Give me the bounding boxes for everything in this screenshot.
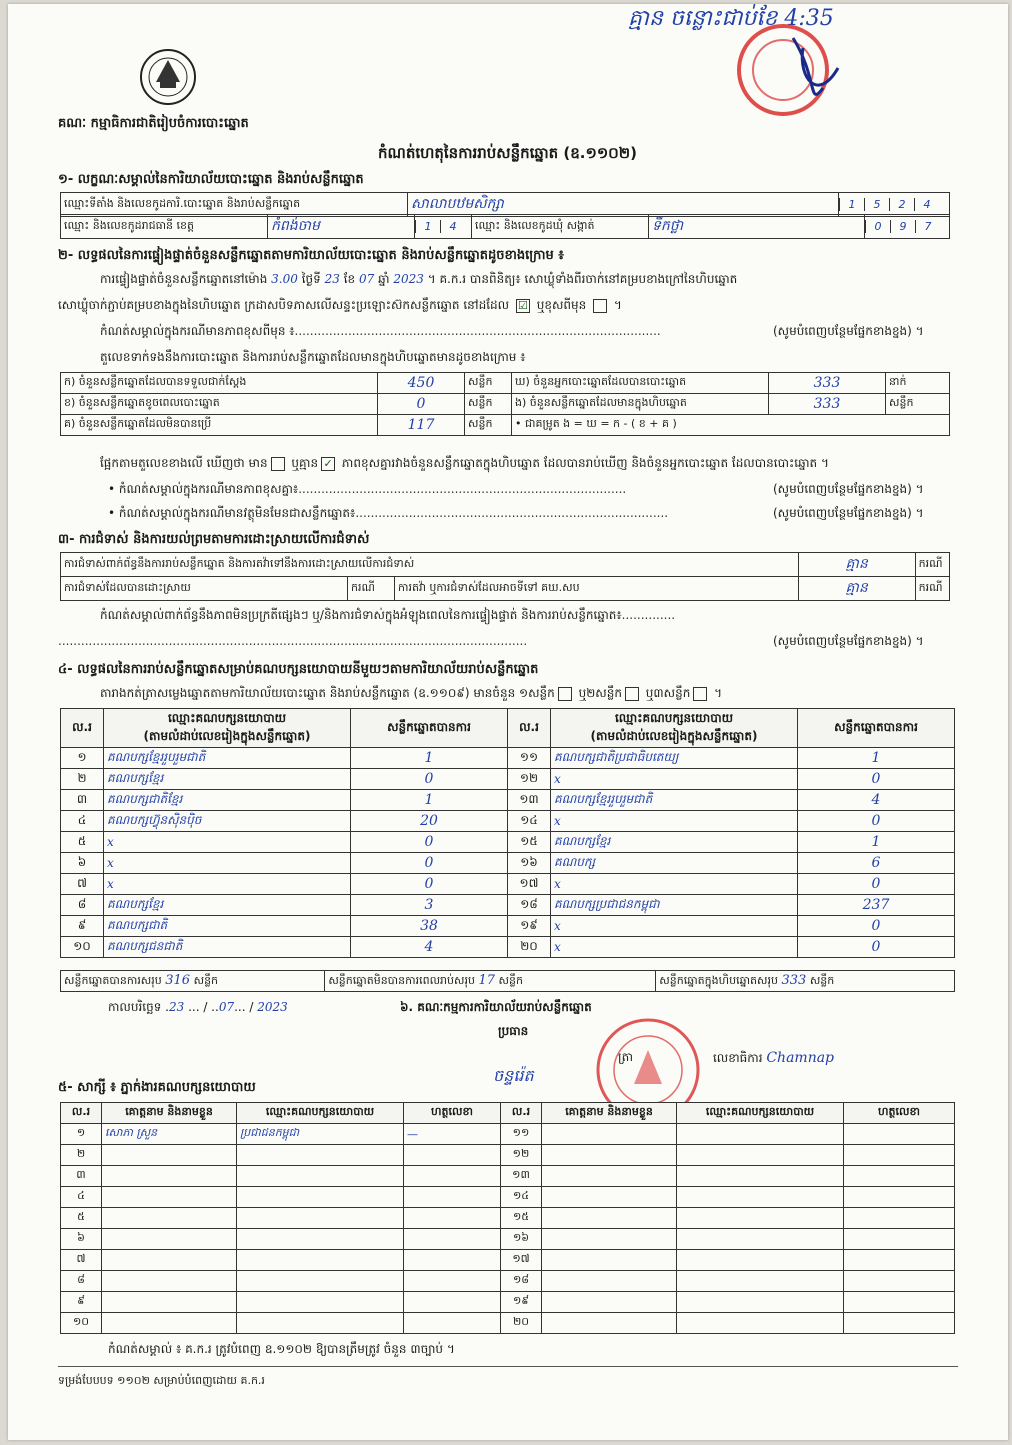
party-number: ៣ bbox=[61, 790, 104, 811]
party-votes: 1 bbox=[351, 790, 508, 811]
party-name: គណបក្សជនជាតិ bbox=[104, 937, 351, 958]
s1-row2-code-b: 0 9 7 bbox=[865, 215, 950, 239]
s2-diff-checkbox[interactable] bbox=[593, 299, 607, 313]
witness-signature[interactable] bbox=[844, 1271, 955, 1292]
witness-signature[interactable] bbox=[404, 1292, 501, 1313]
total-valid: 316 bbox=[165, 972, 191, 988]
witness-number: ១៨ bbox=[501, 1271, 542, 1292]
header-handwriting: គ្មាន ចន្លោះជាប់ខែ 4:35 bbox=[628, 6, 834, 31]
witness-number: ៦ bbox=[61, 1229, 102, 1250]
witness-number: ១៧ bbox=[501, 1250, 542, 1271]
party-name: គណបក្សខ្មែរ bbox=[551, 832, 798, 853]
witness-signature[interactable] bbox=[844, 1166, 955, 1187]
witness-party[interactable] bbox=[677, 1313, 844, 1334]
s2-bullet1-fill: (សូមបំពេញបន្ថែមផ្នែកខាងខ្នង) ។ bbox=[773, 482, 924, 496]
witness-number: ២០ bbox=[501, 1313, 542, 1334]
witness-name[interactable]: សោភា ស្រួន bbox=[102, 1124, 237, 1145]
section1-table-b bbox=[60, 214, 950, 239]
party-number: ១៨ bbox=[508, 895, 551, 916]
witness-name[interactable] bbox=[542, 1124, 677, 1145]
s2-day: 23 bbox=[324, 272, 340, 286]
deputy-label: ត្រា bbox=[618, 1050, 633, 1064]
party-votes: 38 bbox=[351, 916, 508, 937]
party-votes: 0 bbox=[798, 937, 955, 958]
party-name: គណបក្សប្រជាជនកម្ពុជា bbox=[551, 895, 798, 916]
party-number: ៤ bbox=[61, 811, 104, 832]
witness-number: ១៦ bbox=[501, 1229, 542, 1250]
witness-row bbox=[61, 1187, 955, 1208]
party-votes: 0 bbox=[351, 832, 508, 853]
org-name: គណៈ កម្មាធិការជាតិរៀបចំការបោះឆ្នោត bbox=[58, 116, 249, 131]
s2-month: 07 bbox=[358, 272, 375, 286]
party-votes: 0 bbox=[798, 874, 955, 895]
party-number: ៩ bbox=[61, 916, 104, 937]
section1-title: ១- លក្ខណៈសម្គាល់នៃការិយាល័យបោះឆ្នោត និងរាប់សន្លឹកឆ្នោត bbox=[58, 172, 364, 187]
s1-row2-value-b: ទឹកថ្លា bbox=[649, 215, 865, 239]
party-name: គណបក្សខ្មែរ bbox=[104, 895, 351, 916]
party-name: គណបក្សខ្មែររួបរួមជាតិ bbox=[551, 790, 798, 811]
party-votes: 3 bbox=[351, 895, 508, 916]
party-number: ៧ bbox=[61, 874, 104, 895]
s2-seal-line: សោឃ្លុំចាក់ភ្ជាប់គម្របខាងក្នុងនៃហិបឆ្នោត ក្រដាសបិទភាសលើសន្ទះប្រឡោះស៊កសន្លឹកឆ្នោត នៅដដែល ☑ ឬខុសពីមុន ។ bbox=[58, 298, 622, 312]
s2-note-fill: (សូមបំពេញបន្ថែមផ្នែកខាងខ្នង) ។ bbox=[773, 324, 924, 338]
witness-number: ១២ bbox=[501, 1145, 542, 1166]
s2-note-line: កំណត់សម្គាល់ក្នុងករណីមានភាពខុសពីមុន ៖................................................................................................ bbox=[100, 324, 661, 338]
party-votes: 1 bbox=[798, 832, 955, 853]
s4-committee: ៦. គណៈកម្មការការិយាល័យរាប់សន្លឹកឆ្នោត bbox=[400, 1000, 592, 1014]
witness-name[interactable] bbox=[102, 1292, 237, 1313]
witness-number: ១៩ bbox=[501, 1292, 542, 1313]
party-name: x bbox=[551, 769, 798, 790]
total-invalid: 17 bbox=[478, 972, 496, 988]
witness-party[interactable] bbox=[677, 1145, 844, 1166]
party-votes: 20 bbox=[351, 811, 508, 832]
nec-emblem bbox=[138, 46, 198, 108]
party-number: ២០ bbox=[508, 937, 551, 958]
party-votes: 237 bbox=[798, 895, 955, 916]
s1-row2-value: កំពង់ចាម bbox=[268, 215, 415, 239]
s2-same-checkbox[interactable]: ☑ bbox=[516, 299, 530, 313]
party-votes: 0 bbox=[798, 811, 955, 832]
party-votes: 1 bbox=[798, 748, 955, 769]
witness-signature[interactable] bbox=[404, 1271, 501, 1292]
witness-name[interactable] bbox=[102, 1313, 237, 1334]
witness-row bbox=[61, 1250, 955, 1271]
witness-signature[interactable] bbox=[844, 1229, 955, 1250]
form-code: ទម្រង់បែបបទ ១១០២ សម្រាប់បំពេញដោយ គ.ក.រ bbox=[58, 1374, 265, 1387]
party-result-row bbox=[61, 895, 955, 916]
s1-row1-value: សាលាបឋមសិក្សា bbox=[408, 193, 839, 217]
party-result-row bbox=[61, 790, 955, 811]
s3-note-fill: (សូមបំពេញបន្ថែមផ្នែកខាងខ្នង) ។ bbox=[773, 634, 924, 648]
party-number: ៥ bbox=[61, 832, 104, 853]
party-name: x bbox=[104, 874, 351, 895]
two-sheet-checkbox[interactable] bbox=[625, 687, 639, 701]
s2-hour: 3.00 bbox=[271, 272, 298, 286]
witness-party[interactable] bbox=[237, 1229, 404, 1250]
party-name: x bbox=[104, 832, 351, 853]
witness-party[interactable] bbox=[677, 1187, 844, 1208]
official-stamp-top bbox=[723, 18, 853, 118]
party-name: គណបក្សជាតិប្រជាធិបតេយ្យ bbox=[551, 748, 798, 769]
witness-party[interactable] bbox=[677, 1124, 844, 1145]
witness-signature[interactable] bbox=[404, 1250, 501, 1271]
witness-name[interactable] bbox=[542, 1313, 677, 1334]
appeals-count: គ្មាន bbox=[798, 577, 915, 601]
witness-signature[interactable] bbox=[404, 1187, 501, 1208]
s2-figures-intro: តួលេខទាក់ទងនឹងការបោះឆ្នោត និងការរាប់សន្លឹកឆ្នោតដែលមានក្នុងហិបឆ្នោតមានដូចខាងក្រោម ៖ bbox=[100, 350, 526, 364]
unused-ballots: 117 bbox=[378, 415, 465, 436]
witness-row bbox=[61, 1292, 955, 1313]
witness-number: ១៤ bbox=[501, 1187, 542, 1208]
party-number: ១២ bbox=[508, 769, 551, 790]
chief-label: ប្រធាន bbox=[498, 1024, 529, 1038]
witness-party[interactable] bbox=[237, 1292, 404, 1313]
party-result-row bbox=[61, 769, 955, 790]
witness-signature[interactable] bbox=[844, 1313, 955, 1334]
s5-footnote: កំណត់សម្គាល់ ៖ គ.ក.រ ត្រូវបំពេញ ឧ.១១០២ ឱ្យបានត្រឹមត្រូវ ចំនួន ៣ច្បាប់ ។ bbox=[108, 1342, 455, 1356]
witness-number: ២ bbox=[61, 1145, 102, 1166]
party-name: x bbox=[551, 937, 798, 958]
witness-name[interactable] bbox=[542, 1271, 677, 1292]
one-sheet-checkbox[interactable] bbox=[558, 687, 572, 701]
party-votes: 0 bbox=[798, 769, 955, 790]
s2-bullet2: • កំណត់សម្គាល់ក្នុងករណីមានវត្ថុមិនមែនជាសន្លឹកឆ្នោត៖.................................................................................. bbox=[108, 506, 669, 520]
s3-note: កំណត់សម្គាល់ពាក់ព័ន្ធនឹងភាពមិនប្រក្រតីផ្សេងៗ ឬ/និងការជំទាស់ក្នុងអំឡុងពេលនៃការផ្ទៀងផ្ទាត់ និងការរាប់សន្លឹកឆ្នោត៖.............. bbox=[100, 608, 676, 622]
party-number: ៦ bbox=[61, 853, 104, 874]
witness-number: ៧ bbox=[61, 1250, 102, 1271]
witness-signature[interactable] bbox=[844, 1145, 955, 1166]
witness-party[interactable] bbox=[237, 1145, 404, 1166]
witness-party[interactable] bbox=[237, 1166, 404, 1187]
document-page bbox=[8, 4, 1008, 1440]
witness-number: ១៥ bbox=[501, 1208, 542, 1229]
witness-number: ៥ bbox=[61, 1208, 102, 1229]
witness-number: ៤ bbox=[61, 1187, 102, 1208]
party-votes: 1 bbox=[351, 748, 508, 769]
witness-name[interactable] bbox=[102, 1250, 237, 1271]
party-name: x bbox=[551, 916, 798, 937]
witness-name[interactable] bbox=[542, 1229, 677, 1250]
witness-signature[interactable] bbox=[404, 1229, 501, 1250]
party-name: គណបក្សខ្មែរ bbox=[104, 769, 351, 790]
s2-bullet1: • កំណត់សម្គាល់ក្នុងករណីមានភាពខុសគ្នា៖...................................................................................... bbox=[108, 482, 627, 496]
s1-row1-code: 1 5 2 4 bbox=[839, 193, 950, 217]
witness-row bbox=[61, 1313, 955, 1334]
total-in-box: 333 bbox=[781, 972, 807, 988]
received-ballots: 450 bbox=[378, 373, 465, 394]
party-number: ១៦ bbox=[508, 853, 551, 874]
witness-name[interactable] bbox=[542, 1187, 677, 1208]
witness-row bbox=[61, 1271, 955, 1292]
s1-row2-label: ឈ្មោះ និងលេខកូដរាជធានី ខេត្ត bbox=[61, 215, 268, 239]
party-votes: 0 bbox=[351, 853, 508, 874]
witness-row bbox=[61, 1145, 955, 1166]
section5-title: ៥- សាក្សី ៖ ភ្នាក់ងារគណបក្សនយោបាយ bbox=[58, 1080, 256, 1095]
party-result-row bbox=[61, 811, 955, 832]
witness-party[interactable] bbox=[237, 1250, 404, 1271]
secretary-label: លេខាធិការ Chamnap bbox=[713, 1050, 835, 1066]
witness-party[interactable] bbox=[677, 1166, 844, 1187]
chief-signature: ចន្ទរ៉េត bbox=[493, 1066, 534, 1085]
witness-name[interactable] bbox=[102, 1208, 237, 1229]
witness-row bbox=[61, 1229, 955, 1250]
witness-signature[interactable] bbox=[844, 1208, 955, 1229]
witness-name[interactable] bbox=[542, 1166, 677, 1187]
party-name: គណបក្សជាតិ bbox=[104, 916, 351, 937]
party-number: ១៩ bbox=[508, 916, 551, 937]
party-votes: 6 bbox=[798, 853, 955, 874]
witness-party[interactable] bbox=[237, 1208, 404, 1229]
witness-number: ១០ bbox=[61, 1313, 102, 1334]
s3-table: ការជំទាស់ពាក់ព័ន្ធនឹងការរាប់សន្លឹកឆ្នោត និងការតវ៉ាទៅនឹងការដោះស្រាយលើការជំទាស់ គ្មាន ករណី ការជំទាស់ដែលបានដោះស្រាយ ករណី ការតវ៉ា ឬការជំទាស់ដែលអាចទីទៅ គឃ.សប គ្មាន ករណី bbox=[60, 552, 950, 601]
discrepancy-yes-checkbox[interactable] bbox=[271, 457, 285, 471]
s4-results-table: ល.រ ឈ្មោះគណបក្សនយោបាយ (តាមលំដាប់លេខរៀងក្នុងសន្លឹកឆ្នោត) សន្លឹកឆ្នោតបានការ ល.រ ឈ្មោះគណបក្សនយោបាយ (តាមលំដាប់លេខរៀងក្នុងសន្លឹកឆ្នោត) សន្លឹកឆ្នោតបានការ ១ គណបក្សខ្មែររួបរួមជាតិ 1 ១១ គណបក្សជាតិប្រជាធិបតេយ្យ 1 ២ គណបក្សខ្មែរ 0 ១២ x 0 ៣ គណបក្សជាតិខ្មែរ 1 ១៣ គណបក្សខ្មែររួបរួមជាតិ 4 ៤ គណបក្សហ៊្វុនស៊ិនប៉ិច 20 ១៤ x 0 ៥ x 0 ១៥ គណបក្សខ្មែរ 1 ៦ x 0 ១៦ គណបក្ស 6 ៧ x 0 ១៧ x 0 ៨ គណបក្សខ្មែរ 3 ១៨ គណបក្សប្រជាជនកម្ពុជា 237 ៩ គណបក្សជាតិ 38 ១៩ x 0 ១០ គណបក្សជនជាតិ 4 ២០ x 0 bbox=[60, 708, 955, 958]
witness-number: ១១ bbox=[501, 1124, 542, 1145]
witness-number: ១ bbox=[61, 1124, 102, 1145]
spoiled-ballots: 0 bbox=[378, 394, 465, 415]
party-name: x bbox=[104, 853, 351, 874]
party-name: x bbox=[551, 811, 798, 832]
party-number: ១០ bbox=[61, 937, 104, 958]
party-result-row bbox=[61, 853, 955, 874]
party-votes: 4 bbox=[798, 790, 955, 811]
witness-party[interactable] bbox=[237, 1187, 404, 1208]
party-name: គណបក្សហ៊្វុនស៊ិនប៉ិច bbox=[104, 811, 351, 832]
witness-name[interactable] bbox=[542, 1208, 677, 1229]
witness-party[interactable] bbox=[237, 1313, 404, 1334]
witness-party[interactable] bbox=[677, 1250, 844, 1271]
party-name: x bbox=[551, 874, 798, 895]
s1-row1-label: ឈ្មោះទីតាំង និងលេខកូដការិ.បោះឆ្នោត និងរាប់សន្លឹកឆ្នោត bbox=[61, 193, 408, 217]
witness-party[interactable] bbox=[237, 1271, 404, 1292]
party-result-row bbox=[61, 937, 955, 958]
voters-voted: 333 bbox=[769, 373, 886, 394]
s2-discrepancy-line: ផ្អែកតាមតួលេខខាងលើ ឃើញថា មាន ឬគ្មាន ✓ ភាពខុសគ្នារវាងចំនួនសន្លឹកឆ្នោតក្នុងហិបឆ្នោត ដែលបានរាប់ឃើញ និងចំនួនអ្នកបោះឆ្នោត ដែលបានបោះឆ្នោត ។ bbox=[100, 456, 829, 470]
witness-number: ៣ bbox=[61, 1166, 102, 1187]
party-name: គណបក្ស bbox=[551, 853, 798, 874]
witness-party[interactable]: ប្រជាជនកម្ពុជា bbox=[237, 1124, 404, 1145]
witness-name[interactable] bbox=[542, 1250, 677, 1271]
party-number: ១៤ bbox=[508, 811, 551, 832]
witness-party[interactable] bbox=[677, 1292, 844, 1313]
party-votes: 0 bbox=[798, 916, 955, 937]
witness-signature[interactable] bbox=[404, 1313, 501, 1334]
party-result-row bbox=[61, 874, 955, 895]
party-votes: 0 bbox=[351, 769, 508, 790]
s1-row2-code: 1 4 bbox=[415, 215, 472, 239]
witness-party[interactable] bbox=[677, 1229, 844, 1250]
section2-title: ២- លទ្ធផលនៃការផ្ទៀងផ្ទាត់ចំនួនសន្លឹកឆ្នោតតាមការិយាល័យបោះឆ្នោត និងរាប់សន្លឹកឆ្នោតដូចខាងក្រោម ៖ bbox=[58, 248, 564, 263]
party-number: ១៥ bbox=[508, 832, 551, 853]
party-number: ២ bbox=[61, 769, 104, 790]
witness-name[interactable] bbox=[102, 1187, 237, 1208]
witness-number: ១៣ bbox=[501, 1166, 542, 1187]
s3-dots: ........................................................................................................................... bbox=[58, 634, 528, 648]
witness-row bbox=[61, 1166, 955, 1187]
witness-number: ៨ bbox=[61, 1271, 102, 1292]
witness-signature[interactable] bbox=[404, 1145, 501, 1166]
s2-bullet2-fill: (សូមបំពេញបន្ថែមផ្នែកខាងខ្នង) ។ bbox=[773, 506, 924, 520]
party-name: គណបក្សខ្មែររួបរួមជាតិ bbox=[104, 748, 351, 769]
witness-name[interactable] bbox=[102, 1229, 237, 1250]
party-number: ១១ bbox=[508, 748, 551, 769]
s2-year: 2023 bbox=[393, 272, 424, 286]
s2-figures-table: ក) ចំនួនសន្លឹកឆ្នោតដែលបានទទួលជាក់ស្តែង 450 សន្លឹក ឃ) ចំនួនអ្នកបោះឆ្នោតដែលបានបោះឆ្នោត 333 នាក់ ខ) ចំនួនសន្លឹកឆ្នោតខូចពេលបោះឆ្នោត 0 សន្លឹក ង) ចំនួនសន្លឹកឆ្នោតដែលមានក្នុងហិបឆ្នោត 333 សន្លឹក គ) ចំនួនសន្លឹកឆ្នោតដែលមិនបានប្រើ 117 សន្លឹក • ជាគម្រូត ង = ឃ = ក - ( ខ + គ ) bbox=[60, 372, 950, 436]
three-sheet-checkbox[interactable] bbox=[693, 687, 707, 701]
discrepancy-no-checkbox[interactable]: ✓ bbox=[321, 457, 335, 471]
party-number: ១៣ bbox=[508, 790, 551, 811]
footer-rule bbox=[58, 1366, 958, 1367]
s1-row2-label-b: ឈ្មោះ និងលេខកូដឃុំ សង្កាត់ bbox=[472, 215, 649, 239]
complaints-count: គ្មាន bbox=[798, 553, 915, 577]
party-number: ១៧ bbox=[508, 874, 551, 895]
witness-name[interactable] bbox=[542, 1292, 677, 1313]
ballots-in-box: 333 bbox=[769, 394, 886, 415]
witness-row bbox=[61, 1208, 955, 1229]
witness-party[interactable] bbox=[677, 1271, 844, 1292]
s2-verification-line: ការផ្ទៀងផ្ទាត់ចំនួនសន្លឹកឆ្នោតនៅម៉ោង 3.00 ថ្ងៃទី 23 ខែ 07 ឆ្នាំ 2023 ។ គ.ក.រ បានពិនិត្យ៖ សោឃ្លុំទាំងពីរចាក់នៅគម្របខាងក្រៅនៃហិបឆ្នោត bbox=[100, 272, 738, 286]
s4-totals: សន្លឹកឆ្នោតបានការសរុប 316 សន្លឹក សន្លឹកឆ្នោតមិនបានការពេលរាប់សរុប 17 សន្លឹក សន្លឹកឆ្នោតក្នុងហិបឆ្នោតសរុប 333 សន្លឹក bbox=[60, 970, 955, 992]
party-name: គណបក្សជាតិខ្មែរ bbox=[104, 790, 351, 811]
witness-name[interactable] bbox=[102, 1145, 237, 1166]
witness-signature[interactable] bbox=[844, 1250, 955, 1271]
party-result-row bbox=[61, 832, 955, 853]
s4-date: កាលបរិច្ឆេទ .23 ... / ..07... / 2023 bbox=[108, 1000, 288, 1014]
party-number: ៨ bbox=[61, 895, 104, 916]
witness-signature[interactable] bbox=[844, 1187, 955, 1208]
party-result-row bbox=[61, 916, 955, 937]
witness-party[interactable] bbox=[677, 1208, 844, 1229]
witness-row bbox=[61, 1124, 955, 1145]
witness-name[interactable] bbox=[102, 1166, 237, 1187]
section4-title: ៤- លទ្ធផលនៃការរាប់សន្លឹកឆ្នោតសម្រាប់គណបក្សនយោបាយនីមួយៗតាមការិយាល័យរាប់សន្លឹកឆ្នោត bbox=[58, 662, 539, 677]
witness-signature[interactable] bbox=[404, 1166, 501, 1187]
party-number: ១ bbox=[61, 748, 104, 769]
party-votes: 4 bbox=[351, 937, 508, 958]
witness-signature[interactable]: — bbox=[404, 1124, 501, 1145]
witness-signature[interactable] bbox=[844, 1124, 955, 1145]
witness-name[interactable] bbox=[102, 1271, 237, 1292]
s5-witness-table: ល.រ គោត្តនាម និងនាមខ្លួន ឈ្មោះគណបក្សនយោបាយ ហត្ថលេខា ល.រ គោត្តនាម និងនាមខ្លួន ឈ្មោះគណបក្សនយោបាយ ហត្ថលេខា ១ សោភា ស្រួន ប្រជាជនកម្ពុជា — ១១ ២ ១២ ៣ ១៣ ៤ ១៤ ៥ ១៥ ៦ ១៦ ៧ ១៧ ៨ ១៨ ៩ ១៩ ១០ ២០ bbox=[60, 1102, 955, 1334]
party-votes: 0 bbox=[351, 874, 508, 895]
party-result-row bbox=[61, 748, 955, 769]
witness-name[interactable] bbox=[542, 1145, 677, 1166]
doc-title: កំណត់ហេតុនៃការរាប់សន្លឹកឆ្នោត (ឧ.១១០២) bbox=[378, 144, 638, 162]
witness-number: ៩ bbox=[61, 1292, 102, 1313]
witness-signature[interactable] bbox=[844, 1292, 955, 1313]
section3-title: ៣- ការជំទាស់ និងការយល់ព្រមតាមការដោះស្រាយលើការជំទាស់ bbox=[58, 532, 370, 547]
s4-intro: តារាងកត់ត្រាសម្លេងឆ្នោតតាមការិយាល័យបោះឆ្នោត និងរាប់សន្លឹកឆ្នោត (ឧ.១១០៩) មានចំនួន ១សន្លឹក ឬ២សន្លឹក ឬ៣សន្លឹក ។ bbox=[100, 686, 723, 700]
witness-signature[interactable] bbox=[404, 1208, 501, 1229]
